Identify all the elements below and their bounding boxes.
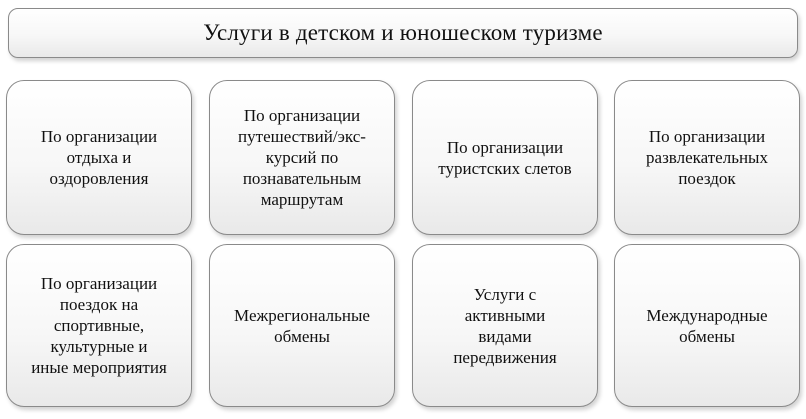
service-card-active-travel <box>412 244 598 407</box>
service-card-international-exchanges <box>614 244 800 407</box>
service-card-event-trips <box>6 244 192 407</box>
service-label: Международные обмены <box>646 305 768 346</box>
service-card-interregional-exchanges <box>209 244 395 407</box>
diagram-title: Услуги в детском и юношеском туризме <box>203 20 603 45</box>
service-card-excursions <box>209 80 395 235</box>
service-label: Межрегиональные обмены <box>234 305 370 346</box>
service-label: По организации поездок на спортивные, культурные и иные мероприятия <box>31 274 167 377</box>
service-card-tourist-rallies <box>412 80 598 235</box>
service-label: По организации путешествий/экс- курсий по познавательным маршрутам <box>238 106 366 209</box>
service-label: По организации развлекательных поездок <box>646 127 768 188</box>
service-card-recreation <box>6 80 192 235</box>
service-label: Услуги с активными видами передвижения <box>453 284 557 367</box>
service-card-entertainment-trips <box>614 80 800 235</box>
service-label: По организации туристских слетов <box>438 137 572 178</box>
service-label: По организации отдыха и оздоровления <box>40 127 158 188</box>
diagram-title-box <box>8 8 798 58</box>
